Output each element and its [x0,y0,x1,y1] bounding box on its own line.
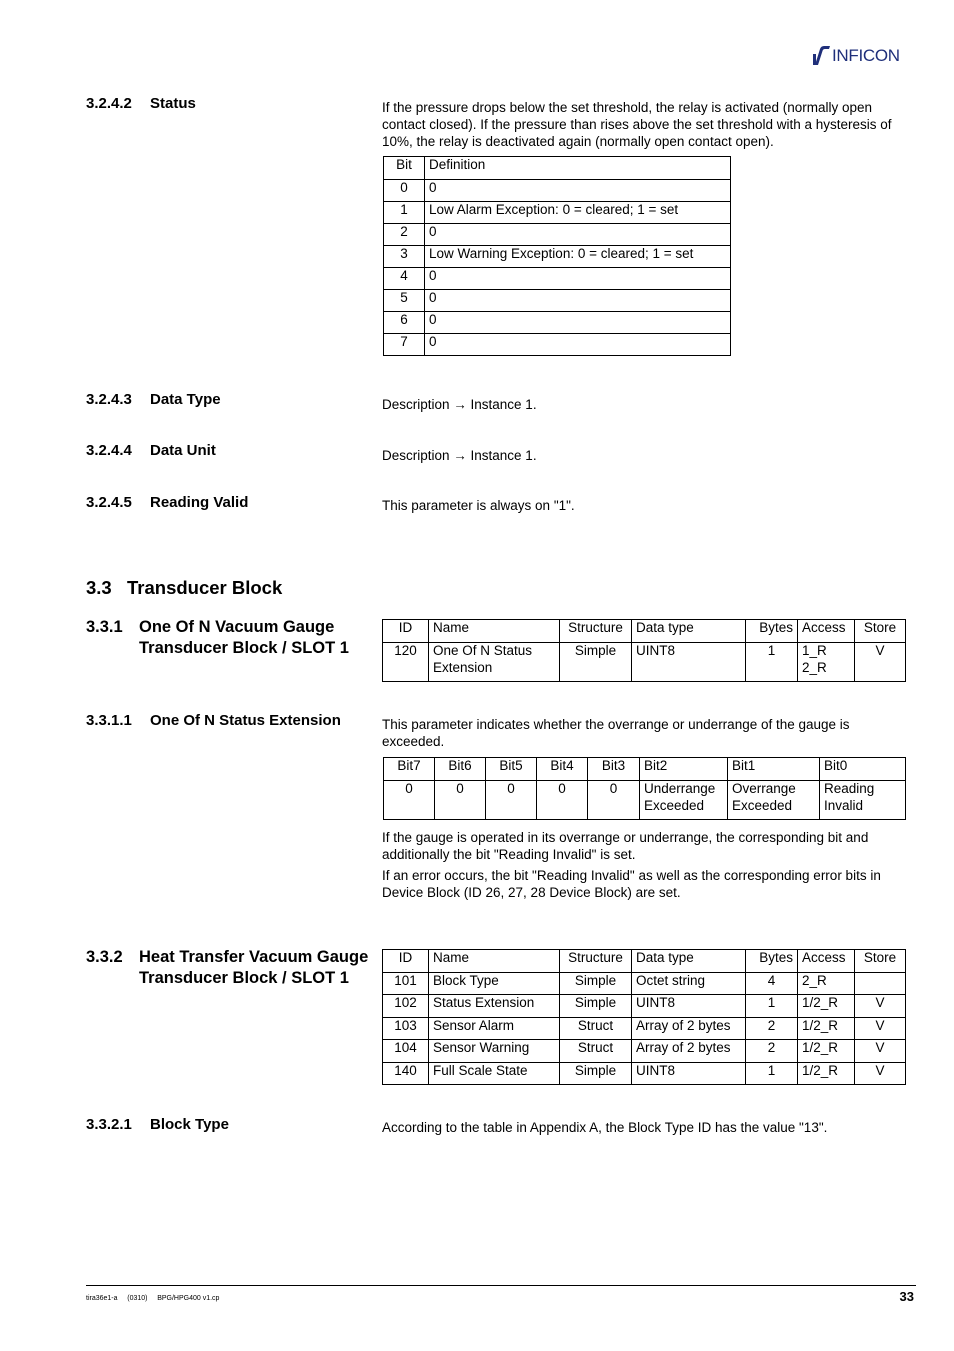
table-row [384,290,731,312]
table-cell: 0 [435,781,486,820]
table-cell: 0 [384,781,435,820]
table-cell: 102 [383,995,429,1018]
table-cell: Struct [560,1018,632,1040]
table-cell: Low Alarm Exception: 0 = cleared; 1 = set [425,202,731,224]
heading-33 [86,577,282,599]
table-header: Bit6 [435,758,486,781]
table-header: Bit4 [537,758,588,781]
table-cell [855,973,906,995]
heading-title: Data Type [150,391,221,408]
table-header: Access [798,950,855,973]
status-extension-paragraph-2: If the gauge is operated in its overrange or underrange, the corresponding bit and additionally the bit "Reading Invalid" is set. [382,830,869,862]
table-cell: 3 [384,246,425,268]
heading-3243 [86,391,221,408]
table-header: Store [855,950,906,973]
table-cell: 7 [384,334,425,356]
table-cell: 5 [384,290,425,312]
heading-title: Block Type [150,1116,229,1133]
table-header: Bit1 [728,758,820,781]
status-extension-bit-table [383,757,906,820]
table-cell: 1_R 2_R [798,643,855,682]
table-row [383,1018,906,1040]
footer-doc-ref: tira36e1-a (0310) BPG/HPG400 v1.cp [86,1295,220,1302]
table-cell: UINT8 [632,643,746,682]
table-row [384,312,731,334]
table-row [384,224,731,246]
table-row [383,1040,906,1063]
table-row [384,202,731,224]
table-cell: Block Type [429,973,560,995]
table-cell: 6 [384,312,425,334]
table-cell: 1 [746,995,798,1018]
table-cell: V [855,643,906,682]
table-cell: Status Extension [429,995,560,1018]
heading-title: One Of N Status Extension [150,712,341,729]
table-cell: Simple [560,995,632,1018]
heading-title: Heat Transfer Vacuum Gauge Transducer Block / SLOT 1 [139,948,369,987]
table-header: Bit3 [588,758,640,781]
table-row [384,180,731,202]
table-row [384,334,731,356]
table-cell: 1 [746,643,798,682]
table-cell: 0 [384,180,425,202]
table-cell: 140 [383,1063,429,1085]
table-cell: 0 [425,312,731,334]
table-cell: Reading Invalid [820,781,906,820]
table-cell: Underrange Exceeded [640,781,728,820]
table-cell: 104 [383,1040,429,1063]
table-header: Bit [384,157,425,180]
table-header: Bit2 [640,758,728,781]
table-cell: 4 [746,973,798,995]
status-bit-table [383,156,731,356]
inficon-logo-icon [812,45,832,67]
table-header: Access [798,620,855,643]
table-cell: 1/2_R [798,1063,855,1085]
status-extension-paragraph-1: This parameter indicates whether the overrange or underrange of the gauge is exceeded. [382,717,850,749]
heading-number: 3.3.2 [86,948,123,966]
data-type-paragraph: Description → Instance 1. [382,397,537,412]
table-header: ID [383,950,429,973]
table-cell: 2 [384,224,425,246]
table-header: Bytes [746,620,798,643]
table-row [384,246,731,268]
table-header: ID [383,620,429,643]
status-extension-paragraph-3: If an error occurs, the bit "Reading Invalid" as well as the corresponding error bits in Device Block (ID 26, 27, 28 Device Block) are set. [382,868,881,900]
table-cell: Simple [560,643,632,682]
table-cell: 0 [425,334,731,356]
table-cell: V [855,1063,906,1085]
table-cell: 2 [746,1018,798,1040]
heading-3242 [86,95,196,112]
table-row [384,781,906,820]
table-header: Data type [632,950,746,973]
table-cell: 103 [383,1018,429,1040]
heading-3244 [86,442,216,459]
heading-number: 3.3.1 [86,618,123,636]
table-cell: Overrange Exceeded [728,781,820,820]
table-cell: 0 [486,781,537,820]
heading-332 [86,947,369,1011]
table-header: Structure [560,950,632,973]
table-cell: 2 [746,1040,798,1063]
table-cell: V [855,1040,906,1063]
heading-number: 3.3.1.1 [86,712,132,729]
table-header: Bit0 [820,758,906,781]
table-cell: Simple [560,973,632,995]
heading-number: 3.2.4.4 [86,442,132,459]
footer-divider [86,1285,916,1286]
table-cell: 1/2_R [798,1018,855,1040]
heading-331 [86,617,366,681]
table-header: Bit5 [486,758,537,781]
table-cell: V [855,995,906,1018]
table-cell: 1/2_R [798,1040,855,1063]
heading-number: 3.3.2.1 [86,1116,132,1133]
table-cell: UINT8 [632,995,746,1018]
table-header: Data type [632,620,746,643]
table-cell: Sensor Alarm [429,1018,560,1040]
table-cell: 2_R [798,973,855,995]
table-header: Definition [425,157,731,180]
table-cell: 120 [383,643,429,682]
table-cell: 0 [588,781,640,820]
table-cell: Simple [560,1063,632,1085]
heading-number: 3.2.4.5 [86,494,132,511]
table-cell: Full Scale State [429,1063,560,1085]
table-cell: 0 [425,180,731,202]
heading-3245 [86,494,248,511]
heat-transfer-parameter-table [382,949,906,1085]
page-number: 33 [899,1289,914,1304]
table-header: Structure [560,620,632,643]
table-cell: 1/2_R [798,995,855,1018]
table-cell: 101 [383,973,429,995]
heading-number: 3.2.4.2 [86,95,132,112]
table-cell: 4 [384,268,425,290]
heading-3311 [86,712,341,729]
heading-number: 3.3 [86,577,112,598]
table-cell: 0 [425,290,731,312]
heading-title: Data Unit [150,442,216,459]
heading-title: Reading Valid [150,494,249,511]
table-cell: Array of 2 bytes [632,1040,746,1063]
table-cell: V [855,1018,906,1040]
inficon-logo [812,44,916,68]
table-cell: One Of N Status Extension [429,643,560,682]
logo-text: INFICON [832,46,900,65]
table-row [384,268,731,290]
heading-3321 [86,1116,229,1133]
table-header: Name [429,620,560,643]
table-cell: Low Warning Exception: 0 = cleared; 1 = set [425,246,731,268]
reading-valid-paragraph: This parameter is always on "1". [382,498,575,513]
heading-title: One Of N Vacuum Gauge Transducer Block / SLOT 1 [139,618,349,657]
block-type-paragraph: According to the table in Appendix A, the Block Type ID has the value "13". [382,1120,828,1135]
table-header: Bit7 [384,758,435,781]
table-cell: Sensor Warning [429,1040,560,1063]
one-of-n-parameter-table [382,619,906,682]
table-cell: 1 [384,202,425,224]
table-cell: UINT8 [632,1063,746,1085]
table-header: Store [855,620,906,643]
table-cell: 0 [425,268,731,290]
table-header: Bytes [746,950,798,973]
heading-number: 3.2.4.3 [86,391,132,408]
table-cell: 0 [537,781,588,820]
heading-title: Transducer Block [127,577,283,598]
table-row [383,1063,906,1085]
table-row [383,643,906,682]
table-row [383,973,906,995]
table-row [383,995,906,1018]
status-paragraph: If the pressure drops below the set threshold, the relay is activated (normally open contact closed). If the pressure than rises above the set threshold with a hysteresis of 10%, the relay is deactivated again (normally open contact open). [382,100,892,149]
data-unit-paragraph: Description → Instance 1. [382,448,537,463]
heading-title: Status [150,95,196,112]
table-cell: Struct [560,1040,632,1063]
table-cell: Array of 2 bytes [632,1018,746,1040]
table-header: Name [429,950,560,973]
table-cell: 0 [425,224,731,246]
table-cell: Octet string [632,973,746,995]
table-cell: 1 [746,1063,798,1085]
